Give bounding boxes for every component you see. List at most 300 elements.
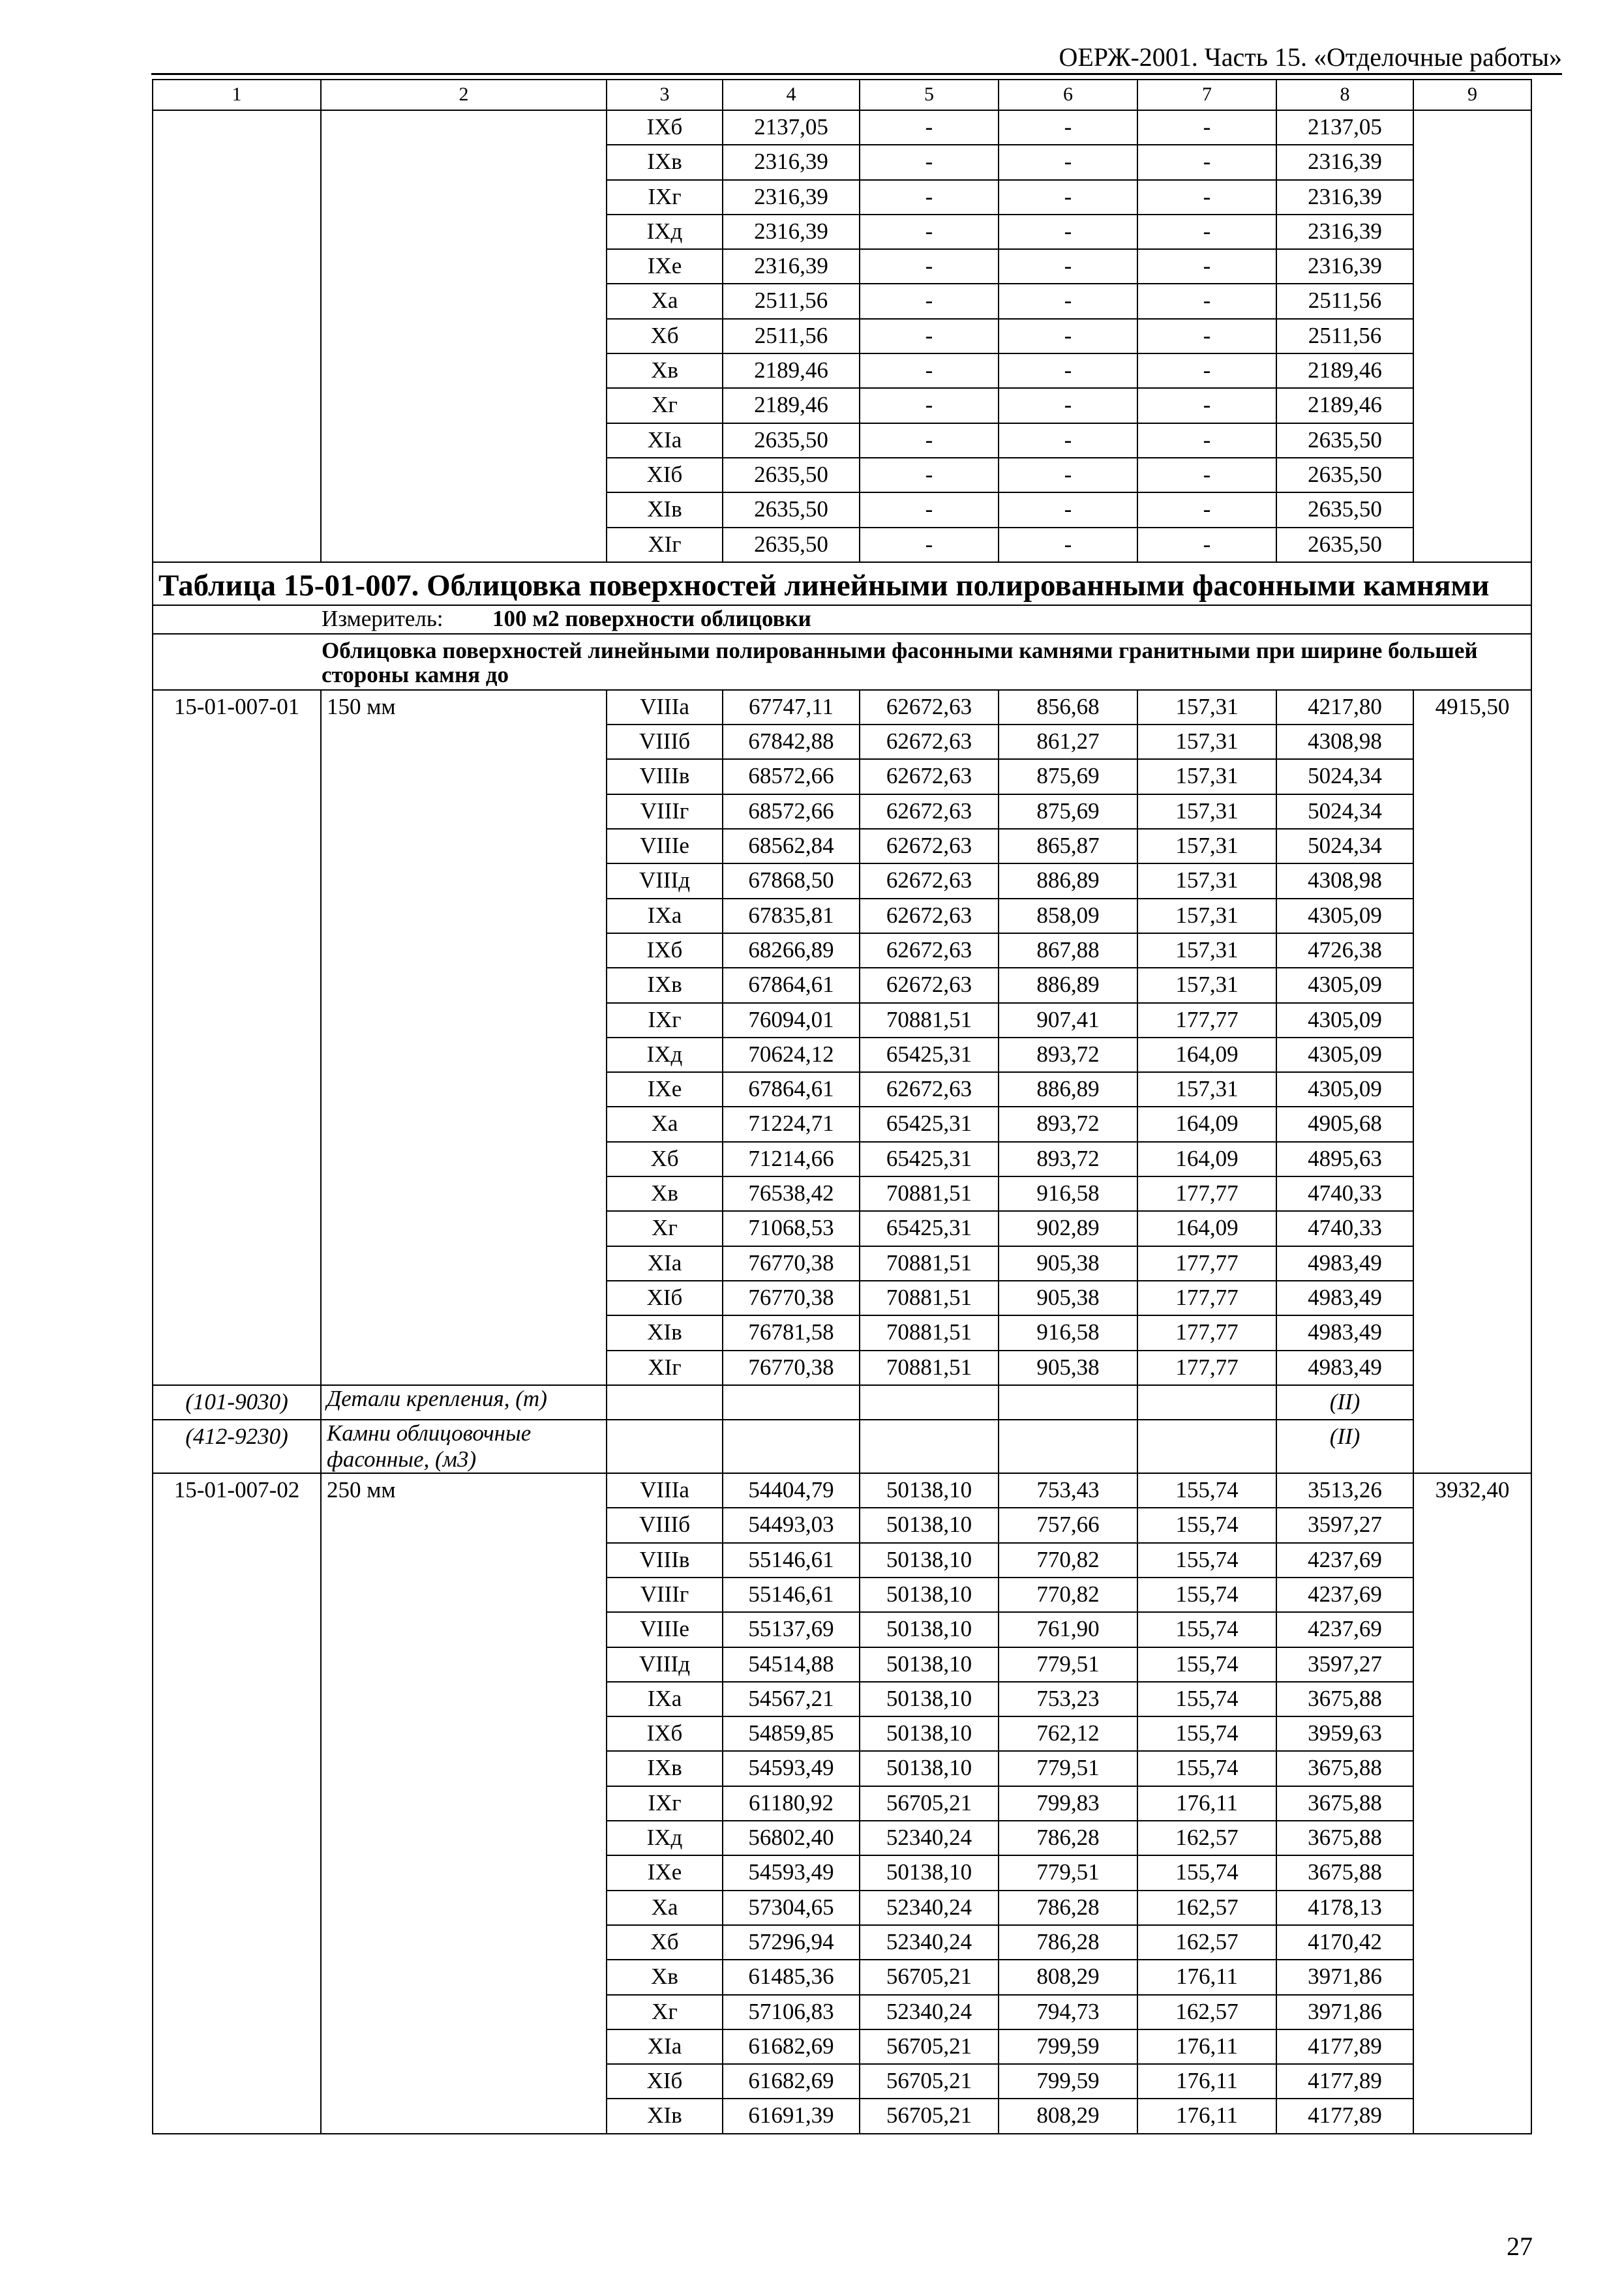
value-cell: 893,72: [999, 1142, 1137, 1176]
value-cell: 5024,34: [1276, 794, 1413, 829]
material-row: [153, 1420, 1531, 1473]
value-cell: 4170,42: [1276, 1925, 1413, 1960]
value-cell: -: [999, 180, 1137, 215]
value-cell: -: [860, 110, 999, 145]
value-cell: 70881,51: [860, 1003, 999, 1038]
zone-cell: VIIIг: [607, 1578, 723, 1612]
value-cell: 61682,69: [723, 2029, 860, 2064]
zone-cell: Xг: [607, 1995, 723, 2029]
empty-cell: [860, 1385, 999, 1420]
zone-cell: Xг: [607, 1211, 723, 1246]
zone-cell: IXб: [607, 1716, 723, 1751]
item-code: 15-01-007-01: [153, 690, 321, 1385]
table-title: Таблица 15-01-007. Облицовка поверхностей линейными полированными фасонными камнями: [153, 562, 1531, 605]
value-cell: 70881,51: [860, 1351, 999, 1385]
value-cell: 916,58: [999, 1176, 1137, 1211]
value-cell: 54514,88: [723, 1647, 860, 1682]
value-cell: 4177,89: [1276, 2064, 1413, 2099]
value-cell: 799,83: [999, 1786, 1137, 1821]
value-cell: 62672,63: [860, 1072, 999, 1107]
value-cell: 50138,10: [860, 1543, 999, 1578]
value-cell: 794,73: [999, 1995, 1137, 2029]
value-cell: 2511,56: [723, 319, 860, 353]
zone-cell: XIв: [607, 492, 723, 527]
value-cell: 57106,83: [723, 1995, 860, 2029]
value-cell: 2316,39: [723, 215, 860, 249]
item-name: 150 мм: [321, 690, 607, 1385]
value-cell: 162,57: [1137, 1821, 1276, 1855]
rates-table: [152, 79, 1532, 2134]
value-cell: 155,74: [1137, 1647, 1276, 1682]
empty-cell: [999, 1385, 1137, 1420]
zone-cell: Xг: [607, 388, 723, 423]
value-cell: 68572,66: [723, 794, 860, 829]
value-cell: 164,09: [1137, 1211, 1276, 1246]
value-cell: 155,74: [1137, 1682, 1276, 1716]
value-cell: -: [999, 249, 1137, 284]
value-cell: 865,87: [999, 829, 1137, 863]
value-cell: 2189,46: [723, 388, 860, 423]
value-cell: 62672,63: [860, 899, 999, 933]
section-header-row: [153, 634, 1531, 690]
value-cell: 2635,50: [723, 492, 860, 527]
value-cell: 808,29: [999, 1960, 1137, 1994]
value-cell: 162,57: [1137, 1925, 1276, 1960]
column-number: 9: [1413, 80, 1531, 110]
value-cell: -: [999, 492, 1137, 527]
value-cell: 70881,51: [860, 1315, 999, 1350]
value-cell: 61180,92: [723, 1786, 860, 1821]
value-cell: 2511,56: [1276, 284, 1413, 318]
value-cell: 57304,65: [723, 1891, 860, 1925]
zone-cell: XIб: [607, 458, 723, 492]
empty-code-cell: [153, 110, 321, 562]
value-cell: 2316,39: [723, 145, 860, 179]
zone-cell: VIIIд: [607, 1647, 723, 1682]
zone-cell: VIIIв: [607, 759, 723, 794]
empty-cell: [607, 1385, 723, 1420]
value-cell: 50138,10: [860, 1751, 999, 1786]
table-row: [153, 110, 1531, 145]
value-cell: 886,89: [999, 968, 1137, 1002]
value-cell: 2635,50: [1276, 458, 1413, 492]
value-cell: 76770,38: [723, 1351, 860, 1385]
value-cell: 875,69: [999, 794, 1137, 829]
value-cell: 155,74: [1137, 1578, 1276, 1612]
measure-label: Измеритель:: [322, 605, 444, 631]
zone-cell: XIа: [607, 2029, 723, 2064]
value-cell: 157,31: [1137, 829, 1276, 863]
zone-cell: Xа: [607, 1891, 723, 1925]
zone-cell: IXг: [607, 1786, 723, 1821]
value-cell: -: [1137, 215, 1276, 249]
zone-cell: XIв: [607, 1315, 723, 1350]
value-cell: 905,38: [999, 1351, 1137, 1385]
value-cell: 2635,50: [723, 528, 860, 562]
value-cell: -: [1137, 319, 1276, 353]
value-cell: 3675,88: [1276, 1786, 1413, 1821]
value-cell: 886,89: [999, 1072, 1137, 1107]
value-cell: 56705,21: [860, 2064, 999, 2099]
value-cell: 867,88: [999, 933, 1137, 968]
value-cell: 916,58: [999, 1315, 1137, 1350]
value-cell: 4895,63: [1276, 1142, 1413, 1176]
empty-col9-cell: [1413, 110, 1531, 562]
value-cell: 50138,10: [860, 1473, 999, 1508]
value-cell: 50138,10: [860, 1612, 999, 1647]
value-cell: 68572,66: [723, 759, 860, 794]
zone-cell: XIб: [607, 2064, 723, 2099]
value-cell: 4983,49: [1276, 1281, 1413, 1315]
value-cell: 62672,63: [860, 863, 999, 898]
value-cell: 62672,63: [860, 794, 999, 829]
item-name: 250 мм: [321, 1473, 607, 2134]
empty-cell: [1137, 1420, 1276, 1473]
value-cell: 56705,21: [860, 2099, 999, 2133]
value-cell: 67868,50: [723, 863, 860, 898]
zone-cell: IXд: [607, 215, 723, 249]
material-code: (412-9230): [153, 1420, 321, 1473]
value-cell: 55137,69: [723, 1612, 860, 1647]
value-cell: 164,09: [1137, 1038, 1276, 1072]
value-cell: 886,89: [999, 863, 1137, 898]
value-cell: 2635,50: [1276, 423, 1413, 458]
column-number: 6: [999, 80, 1137, 110]
value-cell: 4177,89: [1276, 2029, 1413, 2064]
empty-cell: [1137, 1385, 1276, 1420]
zone-cell: VIIIд: [607, 863, 723, 898]
material-mark: (II): [1276, 1420, 1413, 1473]
empty-cell: [723, 1420, 860, 1473]
value-cell: 757,66: [999, 1508, 1137, 1542]
zone-cell: VIIIе: [607, 829, 723, 863]
value-cell: 56802,40: [723, 1821, 860, 1855]
value-cell: 4983,49: [1276, 1351, 1413, 1385]
value-cell: -: [860, 388, 999, 423]
value-cell: -: [999, 110, 1137, 145]
zone-cell: IXе: [607, 1855, 723, 1890]
value-cell: 4308,98: [1276, 725, 1413, 759]
value-cell: 55146,61: [723, 1578, 860, 1612]
value-cell: 164,09: [1137, 1142, 1276, 1176]
value-cell: 2316,39: [723, 180, 860, 215]
value-cell: -: [860, 353, 999, 388]
value-cell: 861,27: [999, 725, 1137, 759]
value-cell: 4237,69: [1276, 1543, 1413, 1578]
zone-cell: IXб: [607, 110, 723, 145]
value-cell: 52340,24: [860, 1891, 999, 1925]
value-cell: 54567,21: [723, 1682, 860, 1716]
value-cell: 176,11: [1137, 2029, 1276, 2064]
value-cell: 4217,80: [1276, 690, 1413, 725]
zone-cell: Xб: [607, 319, 723, 353]
value-cell: 50138,10: [860, 1682, 999, 1716]
value-cell: 155,74: [1137, 1716, 1276, 1751]
value-cell: 799,59: [999, 2029, 1137, 2064]
value-cell: 4740,33: [1276, 1211, 1413, 1246]
value-cell: 57296,94: [723, 1925, 860, 1960]
value-cell: 875,69: [999, 759, 1137, 794]
value-cell: -: [999, 215, 1137, 249]
value-cell: 76781,58: [723, 1315, 860, 1350]
value-cell: 3675,88: [1276, 1682, 1413, 1716]
value-cell: -: [1137, 145, 1276, 179]
column-number: 3: [607, 80, 723, 110]
value-cell: 3675,88: [1276, 1751, 1413, 1786]
value-cell: 157,31: [1137, 759, 1276, 794]
value-cell: -: [999, 458, 1137, 492]
value-cell: 761,90: [999, 1612, 1137, 1647]
value-cell: 70881,51: [860, 1246, 999, 1281]
value-cell: -: [1137, 110, 1276, 145]
zone-cell: XIг: [607, 528, 723, 562]
value-cell: 54859,85: [723, 1716, 860, 1751]
value-cell: 54593,49: [723, 1751, 860, 1786]
value-cell: 76094,01: [723, 1003, 860, 1038]
table-row: [153, 690, 1531, 725]
value-cell: 786,28: [999, 1821, 1137, 1855]
value-cell: 50138,10: [860, 1578, 999, 1612]
value-cell: 3675,88: [1276, 1821, 1413, 1855]
value-cell: 5024,34: [1276, 759, 1413, 794]
value-cell: 4983,49: [1276, 1315, 1413, 1350]
zone-cell: IXа: [607, 899, 723, 933]
value-cell: 2316,39: [1276, 145, 1413, 179]
value-cell: 808,29: [999, 2099, 1137, 2133]
empty-cell: [860, 1420, 999, 1473]
value-cell: 2189,46: [723, 353, 860, 388]
value-cell: 157,31: [1137, 899, 1276, 933]
zone-cell: IXв: [607, 1751, 723, 1786]
value-cell: 2316,39: [1276, 180, 1413, 215]
value-cell: 2316,39: [723, 249, 860, 284]
value-cell: 907,41: [999, 1003, 1137, 1038]
zone-cell: VIIIв: [607, 1543, 723, 1578]
value-cell: 65425,31: [860, 1038, 999, 1072]
value-cell: -: [999, 284, 1137, 318]
value-cell: 155,74: [1137, 1473, 1276, 1508]
value-cell: 52340,24: [860, 1925, 999, 1960]
empty-cell: [999, 1420, 1137, 1473]
table-row: [153, 1473, 1531, 1508]
measure-value: 100 м2 поверхности облицовки: [492, 605, 811, 631]
zone-cell: XIа: [607, 423, 723, 458]
zone-cell: Xв: [607, 353, 723, 388]
column-number: 5: [860, 80, 999, 110]
zone-cell: VIIIа: [607, 690, 723, 725]
value-cell: 177,77: [1137, 1281, 1276, 1315]
value-cell: 70881,51: [860, 1176, 999, 1211]
value-cell: 3971,86: [1276, 1960, 1413, 1994]
value-cell: 157,31: [1137, 968, 1276, 1002]
value-cell: 155,74: [1137, 1855, 1276, 1890]
zone-cell: IXа: [607, 1682, 723, 1716]
value-cell: 2137,05: [723, 110, 860, 145]
value-cell: 176,11: [1137, 2099, 1276, 2133]
zone-cell: IXв: [607, 968, 723, 1002]
value-cell: 55146,61: [723, 1543, 860, 1578]
zone-cell: Xа: [607, 1107, 723, 1141]
value-cell: 905,38: [999, 1281, 1137, 1315]
value-cell: 54493,03: [723, 1508, 860, 1542]
zone-cell: Xб: [607, 1925, 723, 1960]
value-cell: 68562,84: [723, 829, 860, 863]
value-cell: 4305,09: [1276, 899, 1413, 933]
value-cell: 177,77: [1137, 1246, 1276, 1281]
value-cell: -: [1137, 528, 1276, 562]
value-cell: 65425,31: [860, 1211, 999, 1246]
value-cell: -: [1137, 249, 1276, 284]
value-cell: 68266,89: [723, 933, 860, 968]
value-cell: 67864,61: [723, 968, 860, 1002]
value-cell: 4308,98: [1276, 863, 1413, 898]
value-cell: 3597,27: [1276, 1647, 1413, 1682]
material-code: (101-9030): [153, 1385, 321, 1420]
empty-name-cell: [321, 110, 607, 562]
value-cell: 71224,71: [723, 1107, 860, 1141]
value-cell: 177,77: [1137, 1351, 1276, 1385]
value-cell: -: [1137, 423, 1276, 458]
zone-cell: IXе: [607, 1072, 723, 1107]
value-cell: 62672,63: [860, 690, 999, 725]
value-cell: 157,31: [1137, 725, 1276, 759]
value-cell: 902,89: [999, 1211, 1137, 1246]
value-cell: 4305,09: [1276, 1038, 1413, 1072]
value-cell: 155,74: [1137, 1751, 1276, 1786]
value-cell: 2635,50: [1276, 492, 1413, 527]
value-cell: 62672,63: [860, 933, 999, 968]
zone-cell: Xб: [607, 1142, 723, 1176]
zone-cell: IXд: [607, 1821, 723, 1855]
value-cell: 162,57: [1137, 1995, 1276, 2029]
zone-cell: Xв: [607, 1176, 723, 1211]
measure-cell: [153, 605, 1531, 634]
value-cell: -: [860, 145, 999, 179]
value-cell: 155,74: [1137, 1508, 1276, 1542]
column-number: 1: [153, 80, 321, 110]
value-cell: -: [1137, 492, 1276, 527]
zone-cell: XIг: [607, 1351, 723, 1385]
value-cell: 2635,50: [723, 458, 860, 492]
value-cell: 54404,79: [723, 1473, 860, 1508]
value-cell: 177,77: [1137, 1176, 1276, 1211]
value-cell: 76538,42: [723, 1176, 860, 1211]
value-cell: 4177,89: [1276, 2099, 1413, 2133]
value-cell: -: [860, 249, 999, 284]
zone-cell: XIб: [607, 1281, 723, 1315]
value-cell: 56705,21: [860, 1960, 999, 1994]
value-cell: -: [999, 145, 1137, 179]
header-rule: [151, 73, 1562, 75]
column-number: 2: [321, 80, 607, 110]
value-cell: 157,31: [1137, 933, 1276, 968]
zone-cell: IXе: [607, 249, 723, 284]
table-title-row: [153, 562, 1531, 605]
value-cell: 3971,86: [1276, 1995, 1413, 2029]
zone-cell: IXв: [607, 145, 723, 179]
value-cell: -: [999, 319, 1137, 353]
value-cell: -: [1137, 353, 1276, 388]
value-cell: 70624,12: [723, 1038, 860, 1072]
value-cell: 2316,39: [1276, 215, 1413, 249]
value-cell: 50138,10: [860, 1716, 999, 1751]
value-cell: 4237,69: [1276, 1578, 1413, 1612]
value-cell: -: [1137, 180, 1276, 215]
value-cell: 770,82: [999, 1543, 1137, 1578]
value-cell: 157,31: [1137, 794, 1276, 829]
item-col9: 3932,40: [1413, 1473, 1531, 2134]
measure-row: [153, 605, 1531, 634]
value-cell: 157,31: [1137, 1072, 1276, 1107]
value-cell: 177,77: [1137, 1315, 1276, 1350]
value-cell: 155,74: [1137, 1612, 1276, 1647]
value-cell: 67835,81: [723, 899, 860, 933]
value-cell: 4178,13: [1276, 1891, 1413, 1925]
value-cell: 52340,24: [860, 1995, 999, 2029]
value-cell: 893,72: [999, 1107, 1137, 1141]
running-header: ОЕРЖ-2001. Часть 15. «Отделочные работы»: [1059, 42, 1562, 72]
value-cell: 65425,31: [860, 1107, 999, 1141]
value-cell: -: [860, 528, 999, 562]
value-cell: -: [999, 388, 1137, 423]
value-cell: 4983,49: [1276, 1246, 1413, 1281]
value-cell: -: [860, 492, 999, 527]
value-cell: -: [999, 353, 1137, 388]
value-cell: 779,51: [999, 1647, 1137, 1682]
value-cell: 4740,33: [1276, 1176, 1413, 1211]
value-cell: -: [860, 423, 999, 458]
column-number: 4: [723, 80, 860, 110]
column-number-row: [153, 80, 1531, 110]
value-cell: -: [999, 423, 1137, 458]
value-cell: 155,74: [1137, 1543, 1276, 1578]
zone-cell: IXг: [607, 1003, 723, 1038]
value-cell: 779,51: [999, 1751, 1137, 1786]
value-cell: -: [860, 458, 999, 492]
value-cell: 858,09: [999, 899, 1137, 933]
value-cell: -: [860, 319, 999, 353]
value-cell: 4305,09: [1276, 1003, 1413, 1038]
material-name: Детали крепления, (т): [321, 1385, 607, 1420]
value-cell: 786,28: [999, 1891, 1137, 1925]
value-cell: 71068,53: [723, 1211, 860, 1246]
value-cell: 157,31: [1137, 863, 1276, 898]
material-name: Камни облицовочные фасонные, (м3): [321, 1420, 607, 1473]
value-cell: 4237,69: [1276, 1612, 1413, 1647]
value-cell: 2316,39: [1276, 249, 1413, 284]
value-cell: 2511,56: [1276, 319, 1413, 353]
value-cell: 4305,09: [1276, 1072, 1413, 1107]
value-cell: 61485,36: [723, 1960, 860, 1994]
value-cell: 61691,39: [723, 2099, 860, 2133]
value-cell: 54593,49: [723, 1855, 860, 1890]
value-cell: 4905,68: [1276, 1107, 1413, 1141]
value-cell: 164,09: [1137, 1107, 1276, 1141]
value-cell: 4305,09: [1276, 968, 1413, 1002]
value-cell: 905,38: [999, 1246, 1137, 1281]
value-cell: -: [999, 528, 1137, 562]
value-cell: 62672,63: [860, 968, 999, 1002]
value-cell: 52340,24: [860, 1821, 999, 1855]
value-cell: 2189,46: [1276, 388, 1413, 423]
zone-cell: VIIIб: [607, 725, 723, 759]
value-cell: 176,11: [1137, 2064, 1276, 2099]
value-cell: 62672,63: [860, 829, 999, 863]
zone-cell: IXд: [607, 1038, 723, 1072]
value-cell: 71214,66: [723, 1142, 860, 1176]
value-cell: 177,77: [1137, 1003, 1276, 1038]
value-cell: 61682,69: [723, 2064, 860, 2099]
